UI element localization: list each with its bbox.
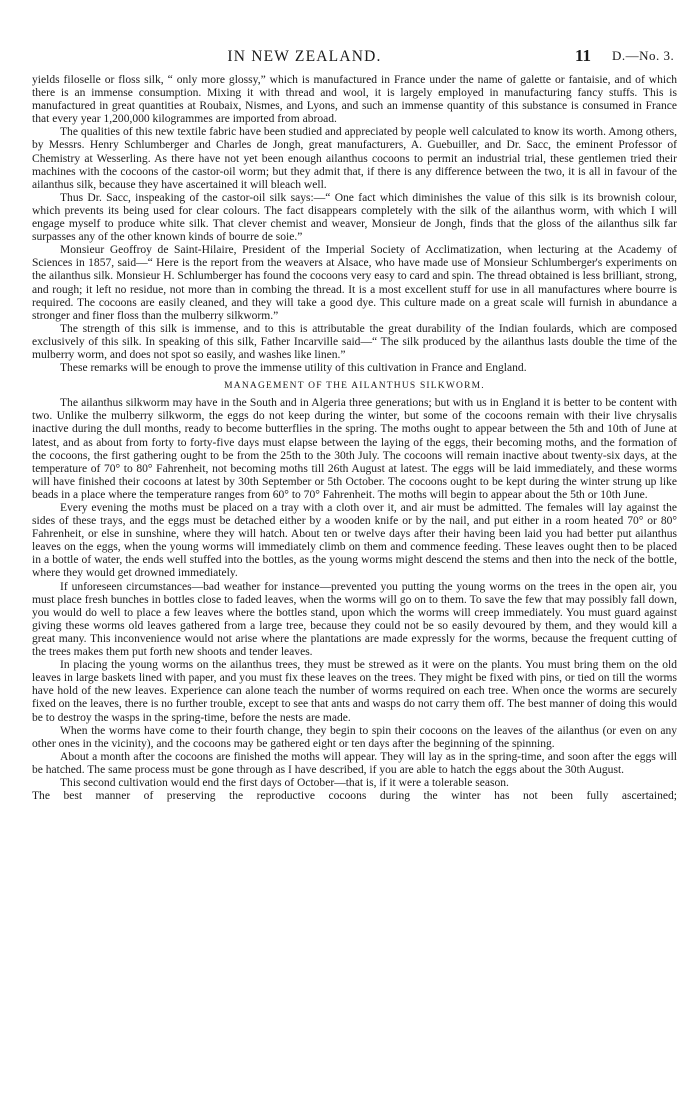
closing-line: The best manner of preserving the reproductive cocoons during the winter has not been fully ascertained;: [32, 790, 677, 803]
paragraph: In placing the young worms on the ailanthus trees, they must be strewed as it were on the plants. You must bring them on the old leaves in large baskets lined with paper, and you must fix these leaves on the trees. They might be fixed with pins, or tied on till the worms have hold of the new leaves. Experience can alone teach the number of worms required on each tree. When once the worms are securely fixed on the leaves, there is no further trouble, except to see that ants and wasps do not carry them off. The best manner of doing this would be to destroy the wasps in the spring-time, before the nests are made.: [32, 659, 677, 724]
paragraph: This second cultivation would end the first days of October—that is, if it were a tolerable season.: [60, 776, 509, 789]
paragraph: These remarks will be enough to prove the immense utility of this cultivation in France and England.: [60, 362, 527, 375]
page-header: [32, 48, 677, 74]
paragraph: When the worms have come to their fourth change, they begin to spin their cocoons on the leaves of the ailanthus (or even on any other ones in the vicinity), and the cocoons may be gathered eight or ten days after the beginning of the spinning.: [32, 724, 677, 750]
paragraph: The qualities of this new textile fabric have been studied and appreciated by people well calculated to know its worth. Among others, by Messrs. Henry Schlumberger and Charles de Jongh, great manufacturers, A. Guebuiller, and Dr. Sacc, the eminent Professor of Chemistry at Wesserling. As there have not yet been enough ailanthus cocoons to permit an industrial trial, these gentlemen tried their machines with the cocoons of the castor-oil worm; but they admit that, if there is any difference between the two, it is all in favour of the ailanthus silk, because they have ascertained it will bleach well.: [32, 126, 677, 191]
paragraph: Thus Dr. Sacc, inspeaking of the castor-oil silk says:—“ One fact which diminishes the value of this silk is its brownish colour, which prevents its being used for clear colours. The fact disappears completely with the silk of the ailanthus worm, with which I will engage myself to produce white silk. That clever chemist and weaver, Monsieur de Jongh, finds that the gloss of the ailanthus silk far surpasses any of the other known kinds of bourre de soie.”: [32, 191, 677, 244]
paragraph: If unforeseen circumstances—bad weather for instance—prevented you putting the young worms on the trees in the open air, you must place fresh bunches in bottles close to faded leaves, when the worms will go on to them. To save the few that may possibly fall down, you would do well to place a few leaves where the bottles stand, upon which the worms will creep immediately. You must guard against giving these worms old leaves gathered from a large tree, because they could not be so easily devoured by them, and they would kill a great many. This inconvenience would not arise where the plantations are made expressly for the worms, because the frequent cutting of the trees makes them put forth new shoots and tender leaves.: [32, 580, 677, 659]
page-number: 11: [575, 46, 592, 65]
document-page: [32, 48, 677, 1098]
section-heading: MANAGEMENT OF THE AILANTHUS SILKWORM.: [224, 381, 485, 392]
paragraph: The strength of this silk is immense, and to this is attributable the great durability of the Indian foulards, which are composed exclusively of this silk. In speaking of this silk, Father Incarville said—“ The silk produced by the ailanthus lasts double the time of the mulberry worm, and does not spot so easily, and washes like linen.”: [32, 322, 677, 361]
paragraph: About a month after the cocoons are finished the moths will appear. They will lay as in the spring-time, and soon after the eggs will be hatched. The same process must be gone through as I have described, if you are able to hatch the eggs about the 30th August.: [32, 750, 677, 776]
paragraph: The ailanthus silkworm may have in the South and in Algeria three generations; but with us in England it is better to be content with two. Unlike the mulberry silkworm, the eggs do not keep during the winter, but some of the cocoons remain with their live chrysalis inactive during the dull months, ready to become butterflies in the spring. The moths ought to appear between the 5th and 10th of June at latest, and as about from forty to forty-five days must elapse between the laying of the eggs, their becoming moths, and the formation of the cocoons, the first gathering ought to be from the 25th to the 30th July. The cocoons will remain inactive about twenty-six days, at the temperature of 70° to 80° Fahrenheit, not becoming moths till 26th August at latest. The eggs will be laid immediately, and these worms will have finished their cocoons at latest by 30th September or 5th October. The cocoons ought to be kept during the winter strung up like beads in a place where the temperature ranges from 60° to 70° Fahrenheit. The moths will begin to appear about the 5th or 10th June.: [32, 397, 677, 501]
running-title: IN NEW ZEALAND.: [227, 48, 382, 65]
paragraph: Every evening the moths must be placed on a tray with a cloth over it, and air must be admitted. The females will lay against the sides of these trays, and the eggs must be detached either by a wooden knife or by the nail, and put either in a room heated 70° or 80° Fahrenheit, or else in sunshine, where they will hatch. About ten or twelve days after their having been laid you had better put ailanthus leaves on the eggs, when the young worms will immediately climb on them and commence feeding. These leaves ought then to be placed in a bottle of water, the ends well stuffed into the bottles, as the young worms might descend the stems and then into the neck of the bottle, where they would get drowned immediately.: [32, 502, 677, 580]
document-reference: D.—No. 3.: [612, 48, 675, 63]
body-text: [32, 74, 677, 803]
paragraph: Monsieur Geoffroy de Saint-Hilaire, President of the Imperial Society of Acclimatization, when lecturing at the Academy of Sciences in 1857, said—“ Here is the report from the weavers at Alsace, who have made use of Monsieur Schlumberger's experiments on the ailanthus silk. Monsieur H. Schlumberger has found the cocoons very easy to card and spin. The thread obtained is less brilliant, strong, and rough; it left no residue, not more than in combing the thread. It is a most excellent stuff for use in all manufactures where bourre is required. The cocoons are easily cleaned, and they will take a good dye. This culture made on a great scale will furnish in abundance a stronger and finer floss than the mulberry silkworm.”: [32, 244, 677, 322]
paragraph: yields filoselle or floss silk, “ only more glossy,” which is manufactured in France under the name of galette or fantaisie, and of which there is an immense consumption. Mixing it with thread and wool, it is largely employed in manufacturing fancy stuffs. This is manufactured in great quantities at Roubaix, Nismes, and Lyons, and such an immense quantity of this substance is consumed in France that every year 1,200,000 kilogrammes are imported from abroad.: [32, 74, 677, 126]
